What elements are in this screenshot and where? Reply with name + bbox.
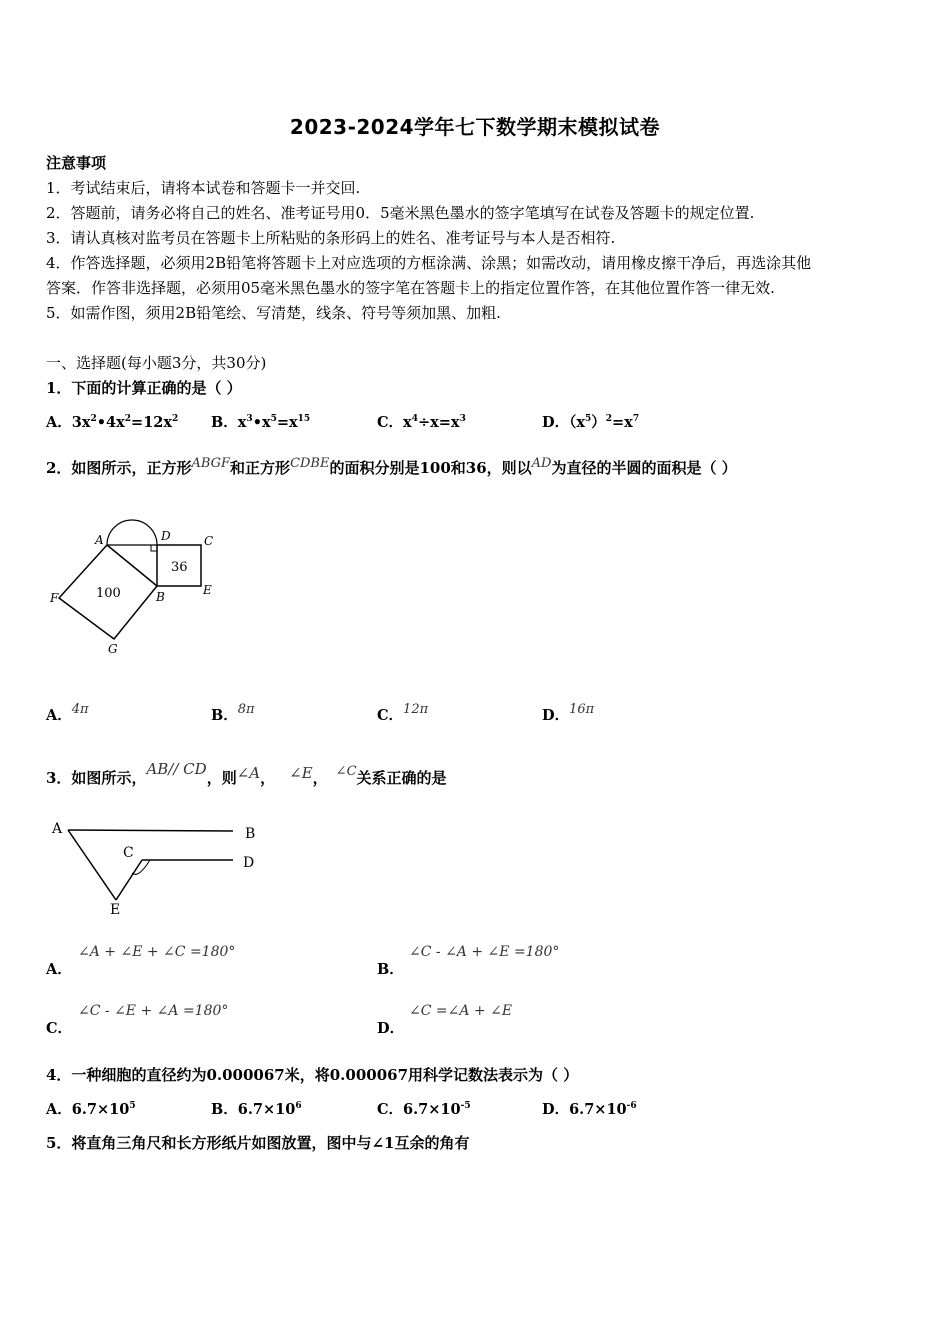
point-label-b: B xyxy=(245,826,256,842)
point-label-e: E xyxy=(203,583,212,597)
question-1-stem: 1．下面的计算正确的是（ ） xyxy=(46,379,242,397)
notice-item: 1．考试结束后，请将本试卷和答题卡一并交回. xyxy=(46,179,361,197)
q3-option-a[interactable]: A． xyxy=(46,961,72,978)
q1-option-d[interactable]: D．$(x^5)^2=x^7$ xyxy=(542,414,640,431)
segment-ad-label: AD xyxy=(531,456,552,471)
notice-item: 答案．作答非选择题，必须用05毫米黑色墨水的签字笔在答题卡上的指定位置作答，在其他位置作答一律无效. xyxy=(46,279,775,297)
page-title: 2023-2024学年七下数学期末模拟试卷 xyxy=(289,115,661,139)
q1-option-a[interactable]: A．$3x^2•4x^2=12x^2$ xyxy=(46,414,179,431)
q1-option-b[interactable]: B．$x^3•x^5=x^{15}$ xyxy=(211,414,311,431)
q3-option-b-formula: ∠C - ∠A + ∠E =180° xyxy=(409,944,560,960)
semicircle-ad xyxy=(107,520,157,545)
q4-option-d[interactable]: D．$6.7\times 10^{-6}$ xyxy=(542,1101,637,1118)
notice-item: 4．作答选择题，必须用2B铅笔将答题卡上对应选项的方框涂满、涂黑；如需改动，请用橡皮擦干净后，再选涂其他 xyxy=(46,254,812,272)
q4-option-b[interactable]: B．$6.7\times 10^6$ xyxy=(211,1101,302,1118)
point-label-b: B xyxy=(156,590,165,604)
question-3-stem: 3．如图所示，AB// CD，则∠A， ∠E， ∠C关系正确的是 xyxy=(46,760,447,787)
point-label-a: A xyxy=(52,821,63,837)
q2-figure xyxy=(40,510,240,660)
q2-option-b[interactable]: B．8π xyxy=(211,702,255,724)
point-label-c: C xyxy=(123,845,134,861)
point-label-a: A xyxy=(95,533,104,547)
q4-option-a[interactable]: A．$6.7\times 10^5$ xyxy=(46,1101,136,1118)
line-ab xyxy=(68,830,233,831)
q2-option-a[interactable]: A．4π xyxy=(46,702,89,724)
question-5-stem: 5．将直角三角尺和长方形纸片如图放置，图中与∠1互余的角有 xyxy=(46,1134,470,1152)
point-label-c: C xyxy=(204,534,214,548)
q3-option-c-formula: ∠C - ∠E + ∠A =180° xyxy=(78,1003,229,1019)
question-2-stem: 2．如图所示，正方形ABGF和正方形CDBE的面积分别是100和36，则以AD为直径的半圆的面积是（ ） xyxy=(46,456,737,477)
point-label-d: D xyxy=(243,855,255,871)
q3-option-b[interactable]: B． xyxy=(377,961,404,978)
point-label-f: F xyxy=(50,591,59,605)
notice-item: 2．答题前，请务必将自己的姓名、准考证号用0．5毫米黑色墨水的签字笔填写在试卷及答题卡的规定位置. xyxy=(46,204,755,222)
notice-item: 5．如需作图，须用2B铅笔绘、写清楚，线条、符号等须加黑、加粗. xyxy=(46,304,501,322)
big-square-area: 100 xyxy=(96,586,121,601)
q3-figure xyxy=(46,815,276,920)
segment-ae xyxy=(68,830,116,900)
square-abgf-label: ABGF xyxy=(191,456,231,471)
q2-option-d[interactable]: D．16π xyxy=(542,702,595,724)
q1-option-c[interactable]: C．$x^4\div x=x^3$ xyxy=(377,414,466,431)
parallel-statement: AB// CD xyxy=(146,760,207,778)
notice-item: 3．请认真核对监考员在答题卡上所粘贴的条形码上的姓名、准考证号与本人是否相符. xyxy=(46,229,616,247)
q3-option-a-formula: ∠A + ∠E + ∠C =180° xyxy=(78,944,236,960)
question-4-stem: 4．一种细胞的直径约为0.000067米，将0.000067用科学记数法表示为（ ） xyxy=(46,1066,579,1084)
notice-heading: 注意事项 xyxy=(46,154,107,172)
q3-option-d-formula: ∠C =∠A + ∠E xyxy=(409,1003,513,1019)
section-heading: 一、选择题(每小题3分，共30分) xyxy=(46,354,267,372)
point-label-e: E xyxy=(110,902,121,918)
point-label-d: D xyxy=(161,529,171,543)
segment-ce xyxy=(116,860,142,900)
q4-option-c[interactable]: C．$6.7\times 10^{-5}$ xyxy=(377,1101,471,1118)
q3-option-d[interactable]: D． xyxy=(377,1020,405,1037)
small-square-area: 36 xyxy=(171,560,188,575)
square-cdbe-label: CDBE xyxy=(290,456,330,471)
q2-option-c[interactable]: C．12π xyxy=(377,702,429,724)
point-label-g: G xyxy=(108,642,118,656)
q3-option-c[interactable]: C． xyxy=(46,1020,73,1037)
